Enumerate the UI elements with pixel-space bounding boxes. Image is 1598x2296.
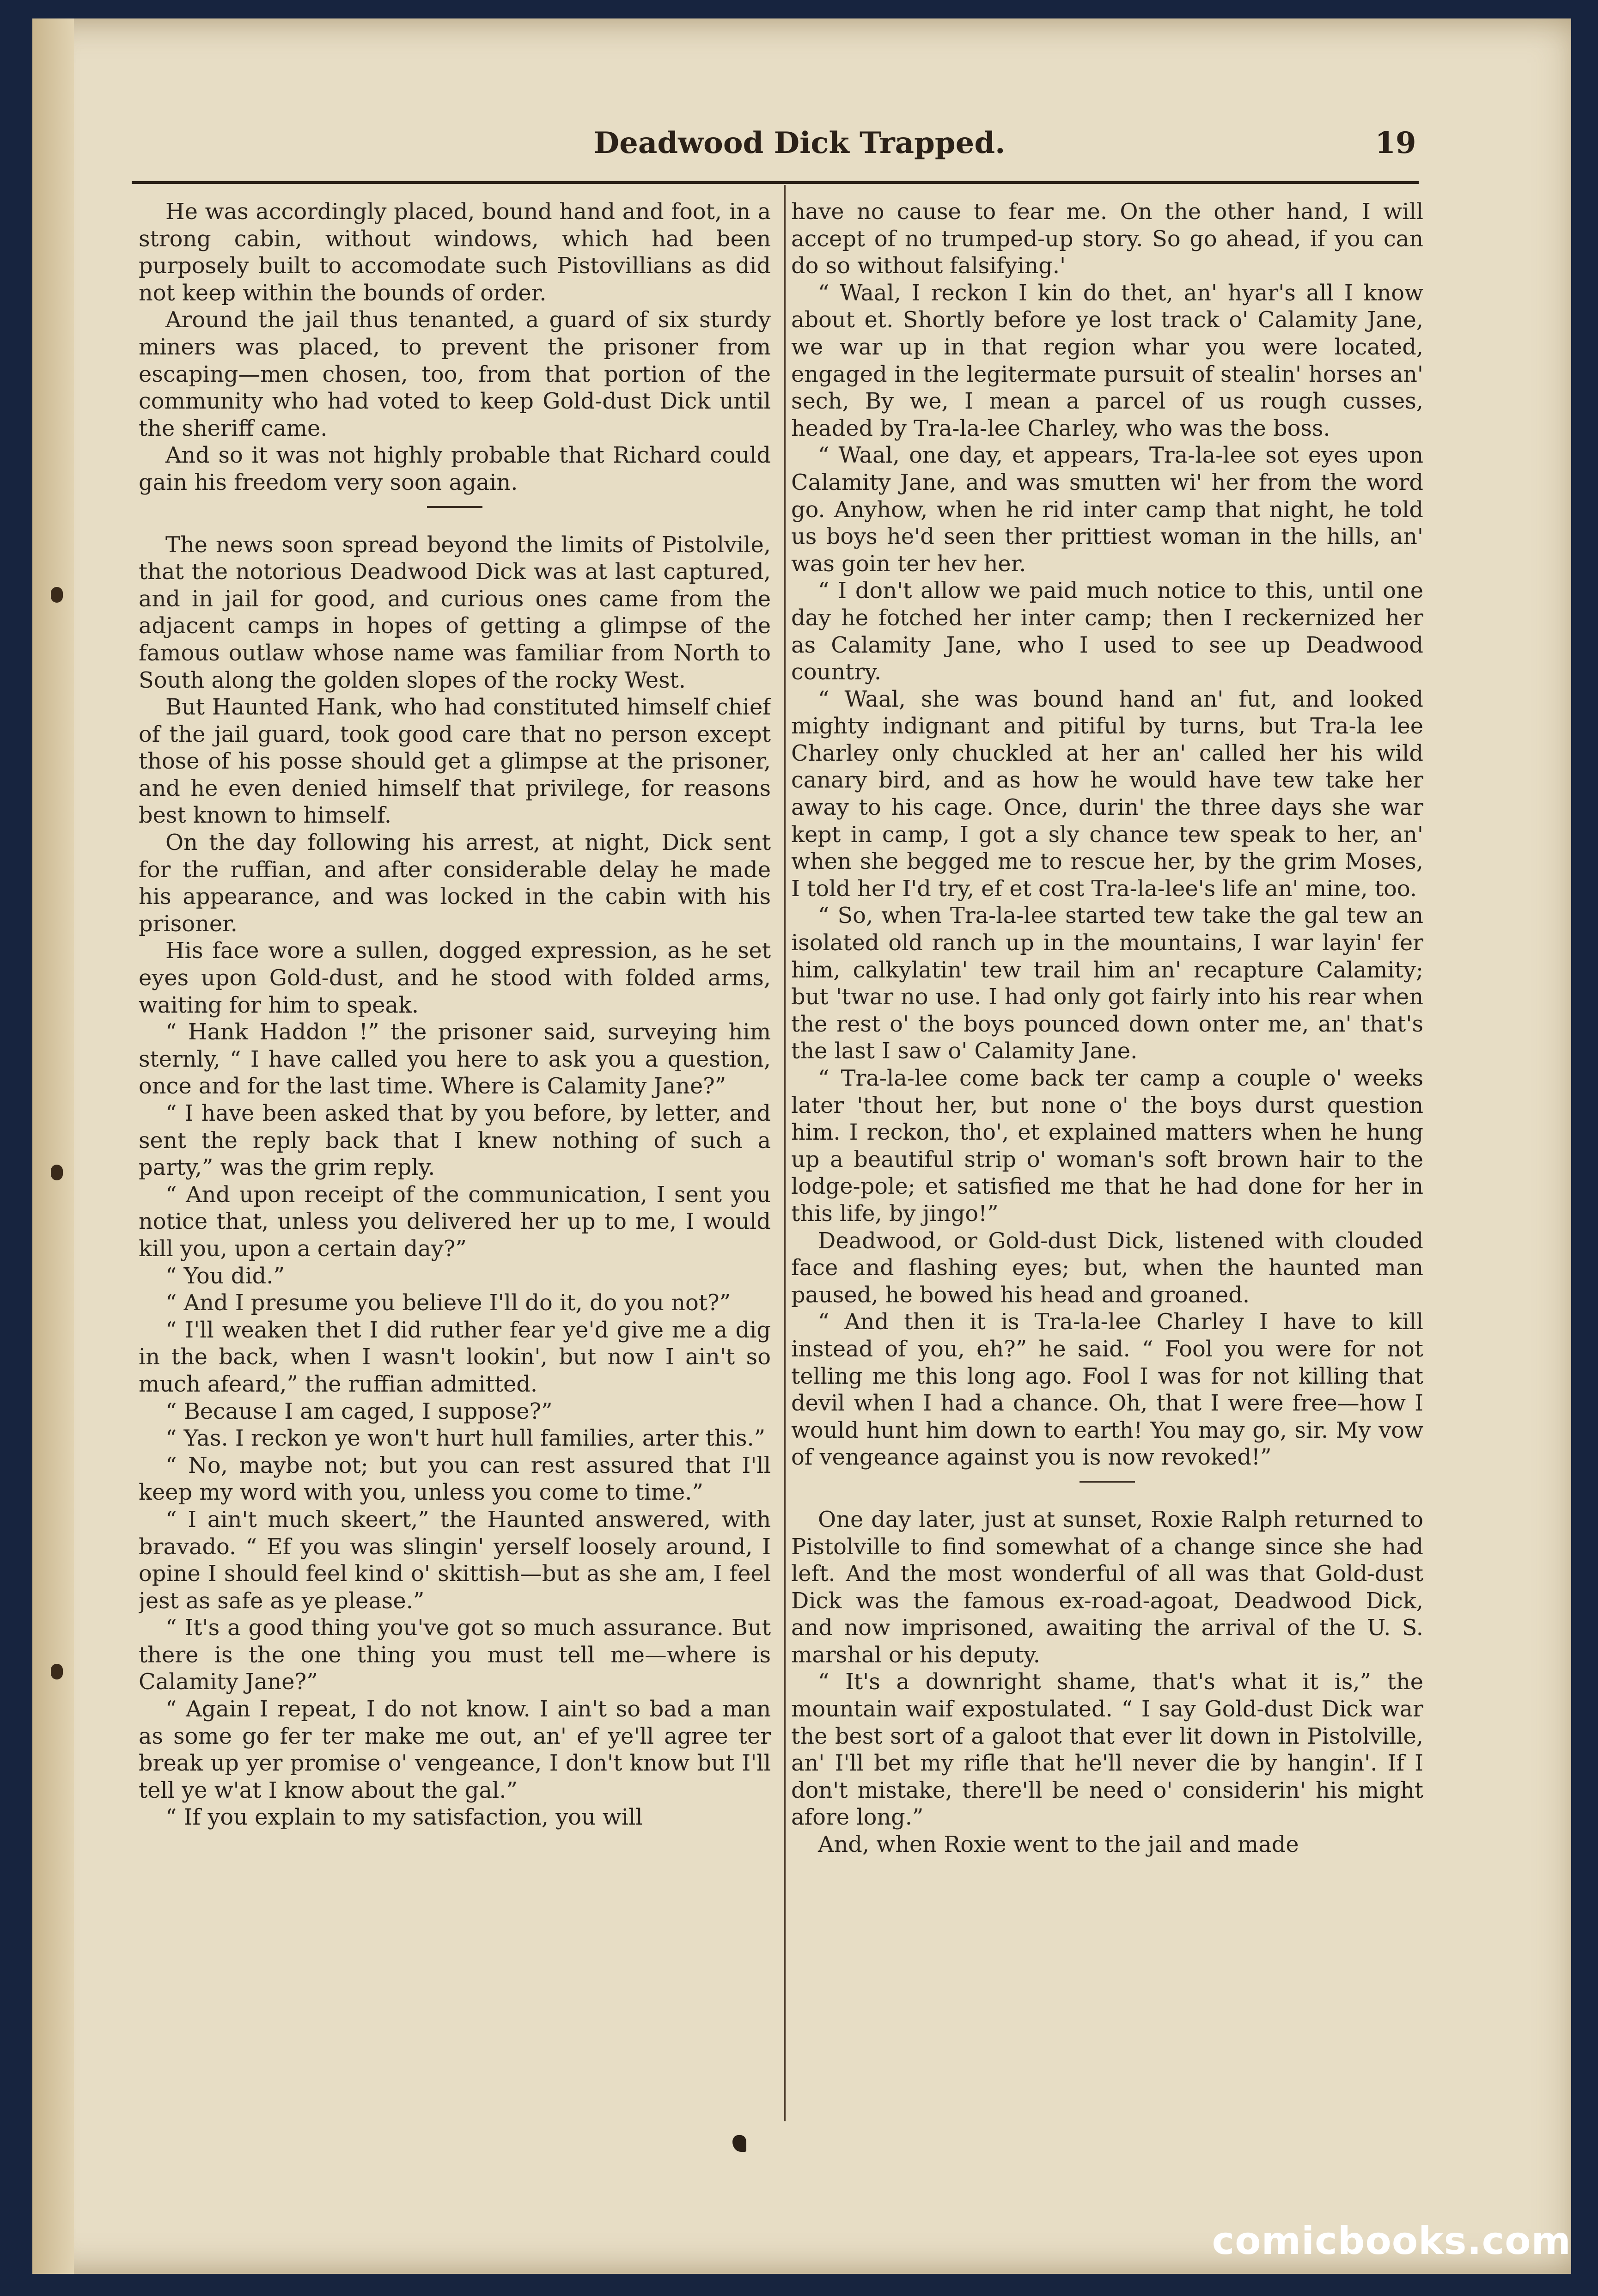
binding-hole: [51, 587, 63, 603]
paragraph: “ Yas. I reckon ye won't hurt hull families, arter this.”: [165, 1426, 766, 1452]
running-title: Deadwood Dick Trapped.: [593, 126, 1006, 160]
paragraph: “ Tra-la-lee come back ter camp a couple o' weeks later 'thout her, but none o' the boys durst question him. I reckon, tho', et explained matters when he hung up a beautiful strip o' woman's soft brown hair to the lodge-pole; et satisfied me that he had done for her in this life, by jingo!”: [791, 1066, 1423, 1227]
paragraph: “ And upon receipt of the communication, I sent you notice that, unless you delivered her up to me, I would kill you, upon a certain day?”: [139, 1182, 771, 1262]
paragraph: “ I'll weaken thet I did ruther fear ye'd give me a dig in the back, when I wasn't lookin', but now I ain't so much afeard,” the ruffian admitted.: [139, 1317, 771, 1397]
page-number: 19: [1375, 126, 1416, 160]
paragraph: “ And then it is Tra-la-lee Charley I have to kill instead of you, eh?” he said. “ Fool you were for not telling me this long ago. Fool I was for not killing that devil when I had a chance. Oh, that I were free—how I would hunt him down to earth! You may go, sir. My vow of vengeance against you is now revoked!”: [791, 1309, 1423, 1471]
column-divider: [784, 185, 786, 2121]
header-rule: [132, 181, 1419, 184]
paragraph: One day later, just at sunset, Roxie Ralph returned to Pistolville to find somewhat of a change since she had left. And the most wonderful of all was that Gold-dust Dick was the famous ex-road-agoat, Deadwood Dick, and now imprisoned, awaiting the arrival of the U. S. marshal or his deputy.: [791, 1507, 1423, 1668]
left-section-1: [139, 199, 771, 497]
paragraph: But Haunted Hank, who had constituted himself chief of the jail guard, took good care that no person except those of his posse should get a glimpse at the prisoner, and he even denied himself that privilege, for reasons best known to himself.: [139, 695, 771, 829]
paragraph: “ You did.”: [165, 1263, 285, 1289]
watermark-text: comicbooks.com: [1212, 2219, 1571, 2263]
paragraph: The news soon spread beyond the limits of Pistolvile, that the notorious Deadwood Dick was at last captured, and in jail for good, and curious ones came from the adjacent camps in hopes of getting a glimpse of the famous outlaw whose name was familiar from North to South along the golden slopes of the rocky West.: [139, 532, 771, 693]
paragraph: “ And I presume you believe I'll do it, do you not?”: [165, 1290, 731, 1316]
paragraph: “ Because I am caged, I suppose?”: [165, 1398, 553, 1424]
paragraph: On the day following his arrest, at night, Dick sent for the ruffian, and after considerable delay he made his appearance, and was locked in the cabin with his prisoner.: [139, 830, 771, 937]
paragraph: “ Again I repeat, I do not know. I ain't so bad a man as some go fer ter make me out, an' ef ye'll agree ter break up yer promise o' vengeance, I don't know but I'll tell ye w'at I know about the gal.”: [139, 1697, 771, 1803]
paragraph: And so it was not highly probable that Richard could gain his freedom very soon again.: [139, 443, 771, 495]
paragraph: “ No, maybe not; but you can rest assured that I'll keep my word with you, unless you come to time.”: [139, 1453, 771, 1506]
paragraph: He was accordingly placed, bound hand and foot, in a strong cabin, without windows, which had been purposely built to accomodate such Pistovillians as did not keep within the bounds of order.: [139, 199, 771, 306]
left-section-2: [139, 532, 771, 1832]
paragraph: “ It's a good thing you've got so much assurance. But there is the one thing you must tell me—where is Calamity Jane?”: [139, 1615, 771, 1695]
left-text-column: [139, 199, 771, 2117]
paragraph: “ If you explain to my satisfaction, you will: [165, 1805, 643, 1831]
right-section-1: [791, 199, 1423, 1472]
binding-hole: [51, 1664, 63, 1679]
paragraph: Deadwood, or Gold-dust Dick, listened with clouded face and flashing eyes; but, when the haunted man paused, he bowed his head and groaned.: [791, 1228, 1423, 1308]
binding-hole: [51, 1165, 63, 1180]
page-binding-edge: [32, 18, 74, 2274]
paragraph: “ I have been asked that by you before, by letter, and sent the reply back that I knew nothing of such a party,” was the grim reply.: [139, 1101, 771, 1181]
paragraph: “ I ain't much skeert,” the Haunted answered, with bravado. “ Ef you was slingin' yerself loosely around, I opine I should feel kind o' skittish—but as she am, I feel jest as safe as ye please.”: [139, 1507, 771, 1614]
paragraph: “ Waal, I reckon I kin do thet, an' hyar's all I know about et. Shortly before ye lost track o' Calamity Jane, we war up in that region whar you were located, engaged in the legitermate pursuit of stealin' horses an' sech, By we, I mean a parcel of us rough cusses, headed by Tra-la-lee Charley, who was the boss.: [791, 280, 1423, 441]
paragraph: And, when Roxie went to the jail and made: [818, 1832, 1299, 1858]
paragraph: “ I don't allow we paid much notice to this, until one day he fotched her inter camp; then I reckernized her as Calamity Jane, who I used to see up Deadwood country.: [791, 578, 1423, 685]
paragraph: Around the jail thus tenanted, a guard of six sturdy miners was placed, to prevent the prisoner from escaping—men chosen, too, from that portion of the community who had voted to keep Gold-dust Dick until the sheriff came.: [139, 307, 771, 441]
paragraph: “ Hank Haddon !” the prisoner said, surveying him sternly, “ I have called you here to ask you a question, once and for the last time. Where is Calamity Jane?”: [139, 1020, 771, 1099]
paragraph: “ So, when Tra-la-lee started tew take the gal tew an isolated old ranch up in the mountains, I war layin' fer him, calkylatin' tew trail him an' recapture Calamity; but 'twar no use. I had only got fairly into his rear when the rest o' the boys pounced down onter me, an' that's the last I saw o' Calamity Jane.: [791, 903, 1423, 1064]
paragraph: “ Waal, she was bound hand an' fut, and looked mighty indignant and pitiful by turns, but Tra-la lee Charley only chuckled at her an' called her his wild canary bird, and as how he would have tew take her away to his cage. Once, durin' the three days she war kept in camp, I got a sly chance tew speak to her, an' when she begged me to rescue her, by the grim Moses, I told her I'd try, ef et cost Tra-la-lee's life an' mine, too.: [791, 686, 1423, 902]
right-text-column: [791, 199, 1423, 2117]
paragraph: “ Waal, one day, et appears, Tra-la-lee sot eyes upon Calamity Jane, and was smutten wi' her from the word go. Anyhow, when he rid inter camp that night, he told us boys he'd seen ther prittiest woman in the hills, an' was goin ter hev her.: [791, 443, 1423, 577]
paragraph: His face wore a sullen, dogged expression, as he set eyes upon Gold-dust, and he stood with folded arms, waiting for him to speak.: [139, 938, 771, 1018]
paragraph: “ It's a downright shame, that's what it is,” the mountain waif expostulated. “ I say Gold-dust Dick war the best sort of a galoot that ever lit down in Pistolville, an' I'll bet my rifle that he'll never die by hangin'. If I don't mistake, there'll be need o' considerin' his might afore long.”: [791, 1669, 1423, 1831]
paragraph: have no cause to fear me. On the other hand, I will accept of no trumped-up story. So go ahead, if you can do so without falsifying.': [791, 199, 1423, 279]
section-separator: [1080, 1481, 1135, 1483]
right-section-2: [791, 1507, 1423, 1859]
section-separator: [427, 506, 482, 508]
